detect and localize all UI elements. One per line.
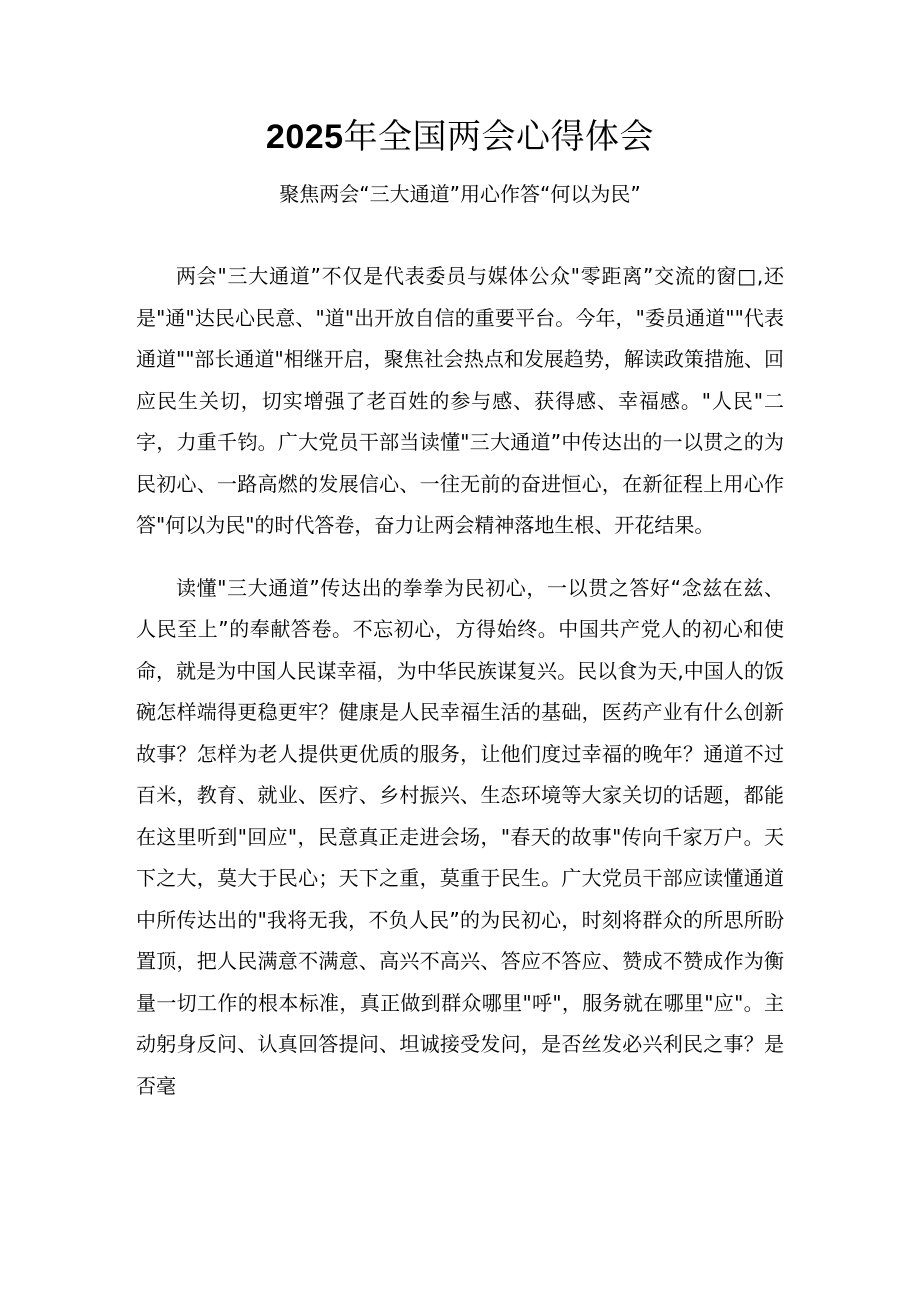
document-body bbox=[136, 256, 784, 1107]
paragraph: 读懂"三大通道”传达出的拳拳为民初心，一以贯之答好“念兹在兹、人民至上”的奉献答卷。不忘初心，方得始终。中国共产党人的初心和使命，就是为中国人民谋幸福，为中华民族谋复兴。民以食为天,中国人的饭碗怎样端得更稳更牢？健康是人民幸福生活的基础，医药产业有什么创新故事？怎样为老人提供更优质的服务，让他们度过幸福的晚年？通道不过百米，教育、就业、医疗、乡村振兴、生态环境等大家关切的话题，都能在这里听到"回应"，民意真正走进会场，"春天的故事"传向千家万户。天下之大，莫大于民心；天下之重，莫重于民生。广大党员干部应读懂通道中所传达出的"我将无我，不负人民”的为民初心，时刻将群众的所思所盼置顶，把人民满意不满意、高兴不高兴、答应不答应、赞成不赞成作为衡量一切工作的根本标准，真正做到群众哪里"呼"，服务就在哪里"应"。主动躬身反问、认真回答提问、坦诚接受发问，是否丝发必兴利民之事？是否毫 bbox=[136, 575, 784, 1098]
title-text: 年全国两会心得体会 bbox=[343, 117, 655, 157]
paragraph: 两会"三大通道”不仅是代表委员与媒体公众"零距离”交流的窗□,还是"通"达民心民意、"道"出开放自信的重要平台。今年，"委员通道""代表通道""部长通道"相继开启，聚焦社会热点和发展趋势，解读政策措施、回应民生关切，切实增强了老百姓的参与感、获得感、幸福感。"人民"二字，力重千钧。广大党员干部当读懂"三大通道”中传达出的一以贯之的为民初心、一路高燃的发展信心、一往无前的奋进恒心，在新征程上用心作答"何以为民"的时代答卷，奋力让两会精神落地生根、开花结果。 bbox=[136, 264, 784, 537]
document-subtitle: 聚焦两会“三大通道”用心作答“何以为民” bbox=[279, 182, 641, 206]
document-title bbox=[0, 112, 920, 162]
title-year: 2025 bbox=[265, 118, 344, 156]
